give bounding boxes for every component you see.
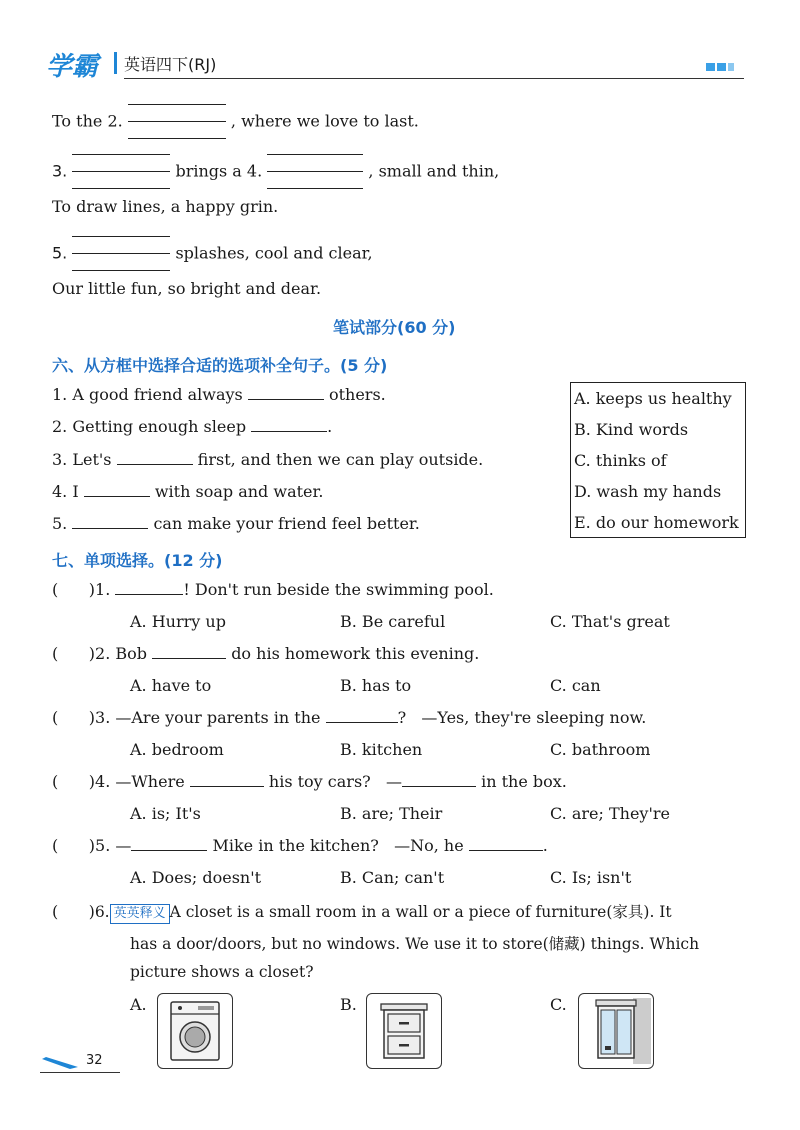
option-a: A. keeps us healthy (574, 389, 732, 408)
question-answer-text: —Yes, they're sleeping now. (421, 708, 647, 727)
answer-bracket[interactable]: ( (52, 644, 89, 663)
q4-choice-c[interactable]: C. are; They're (550, 804, 670, 823)
question-text: do his homework this evening. (231, 644, 480, 663)
s6-item-1 (52, 385, 386, 404)
answer-blank-5[interactable] (72, 236, 170, 272)
answer-bracket[interactable]: ( (52, 902, 89, 921)
answer-blank[interactable] (190, 785, 264, 787)
answer-blank-4[interactable] (267, 154, 363, 190)
header-decor-square (706, 63, 715, 71)
item-text: can make your friend feel better. (153, 514, 420, 533)
answer-blank[interactable] (115, 593, 183, 595)
question-text: in the box. (481, 772, 567, 791)
question-4 (52, 772, 567, 791)
footer-swoosh-icon (40, 1055, 80, 1071)
item-text: 2. Getting enough sleep (52, 417, 247, 436)
q3-choice-a[interactable]: A. bedroom (130, 740, 224, 759)
question-number: )5. — (88, 836, 132, 855)
poem-line-2 (52, 154, 499, 190)
definition-tag: 英英释义 (110, 904, 170, 924)
question-6 (52, 900, 672, 924)
poem-number: 3. (52, 161, 68, 181)
question-2 (52, 644, 479, 663)
q1-choice-a[interactable]: A. Hurry up (130, 612, 226, 631)
answer-blank-2[interactable] (128, 104, 226, 140)
question-6-line-2: has a door/doors, but no windows. We use it to store(储藏) things. Which (130, 935, 700, 953)
page-title: 英语四下(RJ) (124, 55, 217, 74)
answer-blank[interactable] (248, 398, 324, 400)
item-text: with soap and water. (154, 482, 324, 501)
q4-choice-a[interactable]: A. is; It's (130, 804, 201, 823)
page-number: 32 (86, 1053, 103, 1068)
q1-choice-b[interactable]: B. Be careful (340, 612, 446, 631)
question-text: his toy cars? (268, 772, 371, 791)
poem-line-5: Our little fun, so bright and dear. (52, 279, 322, 298)
item-text: others. (328, 385, 386, 404)
question-answer-text: —No, he (394, 836, 464, 855)
question-1 (52, 580, 494, 599)
answer-blank[interactable] (117, 463, 193, 465)
item-text: first, and then we can play outside. (197, 450, 484, 469)
question-6-line-3: picture shows a closet? (130, 963, 314, 981)
question-number: )6. (88, 903, 110, 921)
item-text: . (327, 417, 333, 436)
answer-blank[interactable] (152, 657, 226, 659)
s6-item-3 (52, 450, 483, 469)
poem-number: 5. (52, 243, 68, 263)
q5-choice-a[interactable]: A. Does; doesn't (130, 868, 262, 887)
question-number: )3. —Are your parents in the (88, 708, 321, 727)
header-decor-square (728, 63, 734, 71)
q3-choice-c[interactable]: C. bathroom (550, 740, 651, 759)
item-text: 5. (52, 514, 68, 533)
header-decor-square (717, 63, 726, 71)
option-b: B. Kind words (574, 420, 689, 439)
section-title-written: 笔试部分(60 分) (333, 318, 456, 337)
answer-blank[interactable] (131, 849, 207, 851)
footer-rule (40, 1072, 120, 1073)
q2-choice-a[interactable]: A. have to (130, 676, 212, 695)
q3-choice-b[interactable]: B. kitchen (340, 740, 423, 759)
wardrobe-closet-icon[interactable] (578, 993, 654, 1069)
poem-text: brings a 4. (175, 161, 263, 181)
question-text: Mike in the kitchen? (212, 836, 379, 855)
q6-choice-a[interactable]: A. (130, 995, 147, 1014)
q6-choice-c[interactable]: C. (550, 995, 567, 1014)
question-number: )4. —Where (88, 772, 185, 791)
poem-line-1 (52, 104, 419, 140)
question-text: ! Don't run beside the swimming pool. (183, 580, 494, 599)
q5-choice-c[interactable]: C. Is; isn't (550, 868, 632, 887)
option-e: E. do our homework (574, 513, 739, 532)
question-number: )2. Bob (88, 644, 147, 663)
answer-bracket[interactable]: ( (52, 836, 89, 855)
question-text: — (386, 772, 402, 791)
option-c: C. thinks of (574, 451, 667, 470)
answer-bracket[interactable]: ( (52, 772, 89, 791)
q2-choice-b[interactable]: B. has to (340, 676, 412, 695)
question-text: . (542, 836, 548, 855)
q5-choice-b[interactable]: B. Can; can't (340, 868, 445, 887)
brand-logo: 学霸 (46, 52, 99, 82)
s6-item-2 (52, 417, 332, 436)
poem-text: , where we love to last. (230, 111, 419, 131)
answer-blank-3[interactable] (72, 154, 170, 190)
item-text: 1. A good friend always (52, 385, 243, 404)
question-text: A closet is a small room in a wall or a piece of furniture(家具). It (169, 903, 672, 921)
item-text: 4. I (52, 482, 79, 501)
poem-text: splashes, cool and clear, (175, 243, 373, 263)
options-box (570, 382, 746, 538)
question-5 (52, 836, 548, 855)
poem-line-3: To draw lines, a happy grin. (52, 197, 279, 216)
question-number: )1. (88, 580, 111, 599)
answer-blank[interactable] (469, 849, 543, 851)
s6-item-5 (52, 514, 420, 533)
answer-bracket[interactable]: ( (52, 708, 89, 727)
washing-machine-icon[interactable] (157, 993, 233, 1069)
answer-blank[interactable] (251, 430, 327, 432)
option-d: D. wash my hands (574, 482, 722, 501)
answer-blank[interactable] (84, 495, 150, 497)
q1-choice-c[interactable]: C. That's great (550, 612, 670, 631)
section7-heading: 七、单项选择。(12 分) (52, 551, 223, 570)
section6-heading: 六、从方框中选择合适的选项补全句子。(5 分) (52, 356, 388, 375)
item-text: 3. Let's (52, 450, 112, 469)
q4-choice-b[interactable]: B. are; Their (340, 804, 443, 823)
answer-bracket[interactable]: ( (52, 580, 89, 599)
question-text: ? (397, 708, 407, 727)
poem-text: , small and thin, (368, 161, 500, 181)
answer-blank[interactable] (72, 527, 148, 529)
header-divider (114, 52, 117, 74)
question-3 (52, 708, 646, 727)
q6-choice-b[interactable]: B. (340, 995, 357, 1014)
header-rule (124, 78, 744, 79)
nightstand-icon[interactable] (366, 993, 442, 1069)
answer-blank[interactable] (326, 721, 398, 723)
poem-text: To the 2. (52, 111, 123, 131)
answer-blank[interactable] (402, 785, 476, 787)
q2-choice-c[interactable]: C. can (550, 676, 601, 695)
poem-line-4 (52, 236, 373, 272)
s6-item-4 (52, 482, 323, 501)
